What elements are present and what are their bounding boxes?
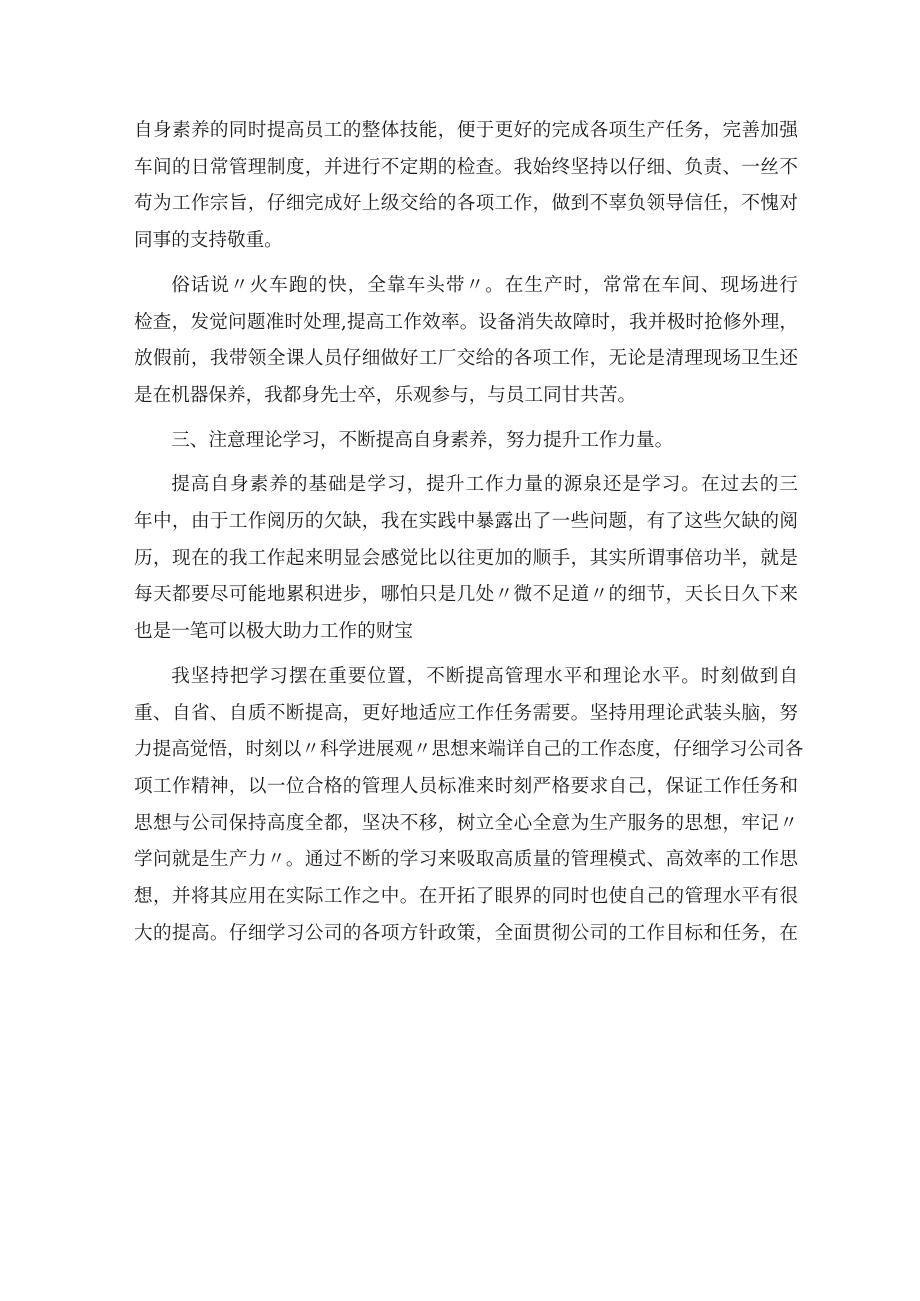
paragraph-4	[134, 467, 798, 651]
text-line: 学问就是生产力〃。通过不断的学习来吸取高质量的管理模式、高效率的工作思	[134, 849, 798, 871]
section-heading-3	[134, 423, 798, 460]
text-line: 苟为工作宗旨，仔细完成好上级交给的各项工作，做到不辜负领导信任，不愧对	[134, 193, 798, 215]
paragraph-2	[134, 268, 798, 415]
text-line: 自身素养的同时提高员工的整体技能，便于更好的完成各项生产任务，完善加强	[134, 120, 798, 141]
text-line: 年中，由于工作阅历的欠缺，我在实践中暴露出了一些问题，有了这些欠缺的阅	[134, 511, 798, 533]
text-line: 大的提高。仔细学习公司的各项方针政策，全面贯彻公司的工作目标和任务，在	[134, 922, 798, 944]
text-line: 也是一笔可以极大助力工作的财宝	[134, 621, 413, 643]
text-line: 放假前，我带领全课人员仔细做好工厂交给的各项工作，无论是清理现场卫生还	[134, 348, 798, 370]
text-line: 车间的日常管理制度，并进行不定期的检查。我始终坚持以仔细、负责、一丝不	[134, 156, 798, 178]
text-line: 三、注意理论学习，不断提高自身素养，努力提升工作力量。	[171, 429, 674, 451]
text-line: 想，并将其应用在实际工作之中。在开拓了眼界的同时也使自己的管理水平有很	[134, 886, 798, 908]
paragraph-1	[134, 113, 798, 260]
text-line: 思想与公司保持高度全都，坚决不移，树立全心全意为生产服务的思想，牢记〃	[134, 812, 798, 834]
text-line: 历，现在的我工作起来明显会感觉比以往更加的顺手，其实所谓事倍功半，就是	[134, 547, 798, 569]
text-line: 每天都要尽可能地累积进步，哪怕只是几处〃微不足道〃的细节，天长日久下来	[134, 584, 798, 606]
text-line: 检查，发觉问题准时处理,提高工作效率。设备消失故障时，我并极时抢修外理，	[134, 311, 798, 333]
paragraph-5	[134, 659, 804, 953]
text-line: 我坚持把学习摆在重要位置，不断提高管理水平和理论水平。时刻做到自	[171, 665, 798, 687]
text-line: 提高自身素养的基础是学习，提升工作力量的源泉还是学习。在过去的三	[171, 474, 798, 496]
text-line: 俗话说〃火车跑的快，全靠车头带〃。在生产时，常常在车间、现场进行	[171, 274, 798, 296]
document-page	[134, 113, 804, 960]
text-line: 是在机器保养，我都身先士卒，乐观参与，与员工同甘共苦。	[134, 384, 637, 406]
text-line: 力提高觉悟，时刻以〃科学进展观〃思想来端详自己的工作态度，仔细学习公司各	[134, 739, 804, 761]
text-line: 同事的支持敬重。	[134, 230, 283, 252]
text-line: 项工作精神，以一位合格的管理人员标准来时刻严格要求自己，保证工作任务和	[134, 775, 798, 797]
text-line: 重、自省、自质不断提高，更好地适应工作任务需要。坚持用理论武装头脑，努	[134, 702, 798, 724]
